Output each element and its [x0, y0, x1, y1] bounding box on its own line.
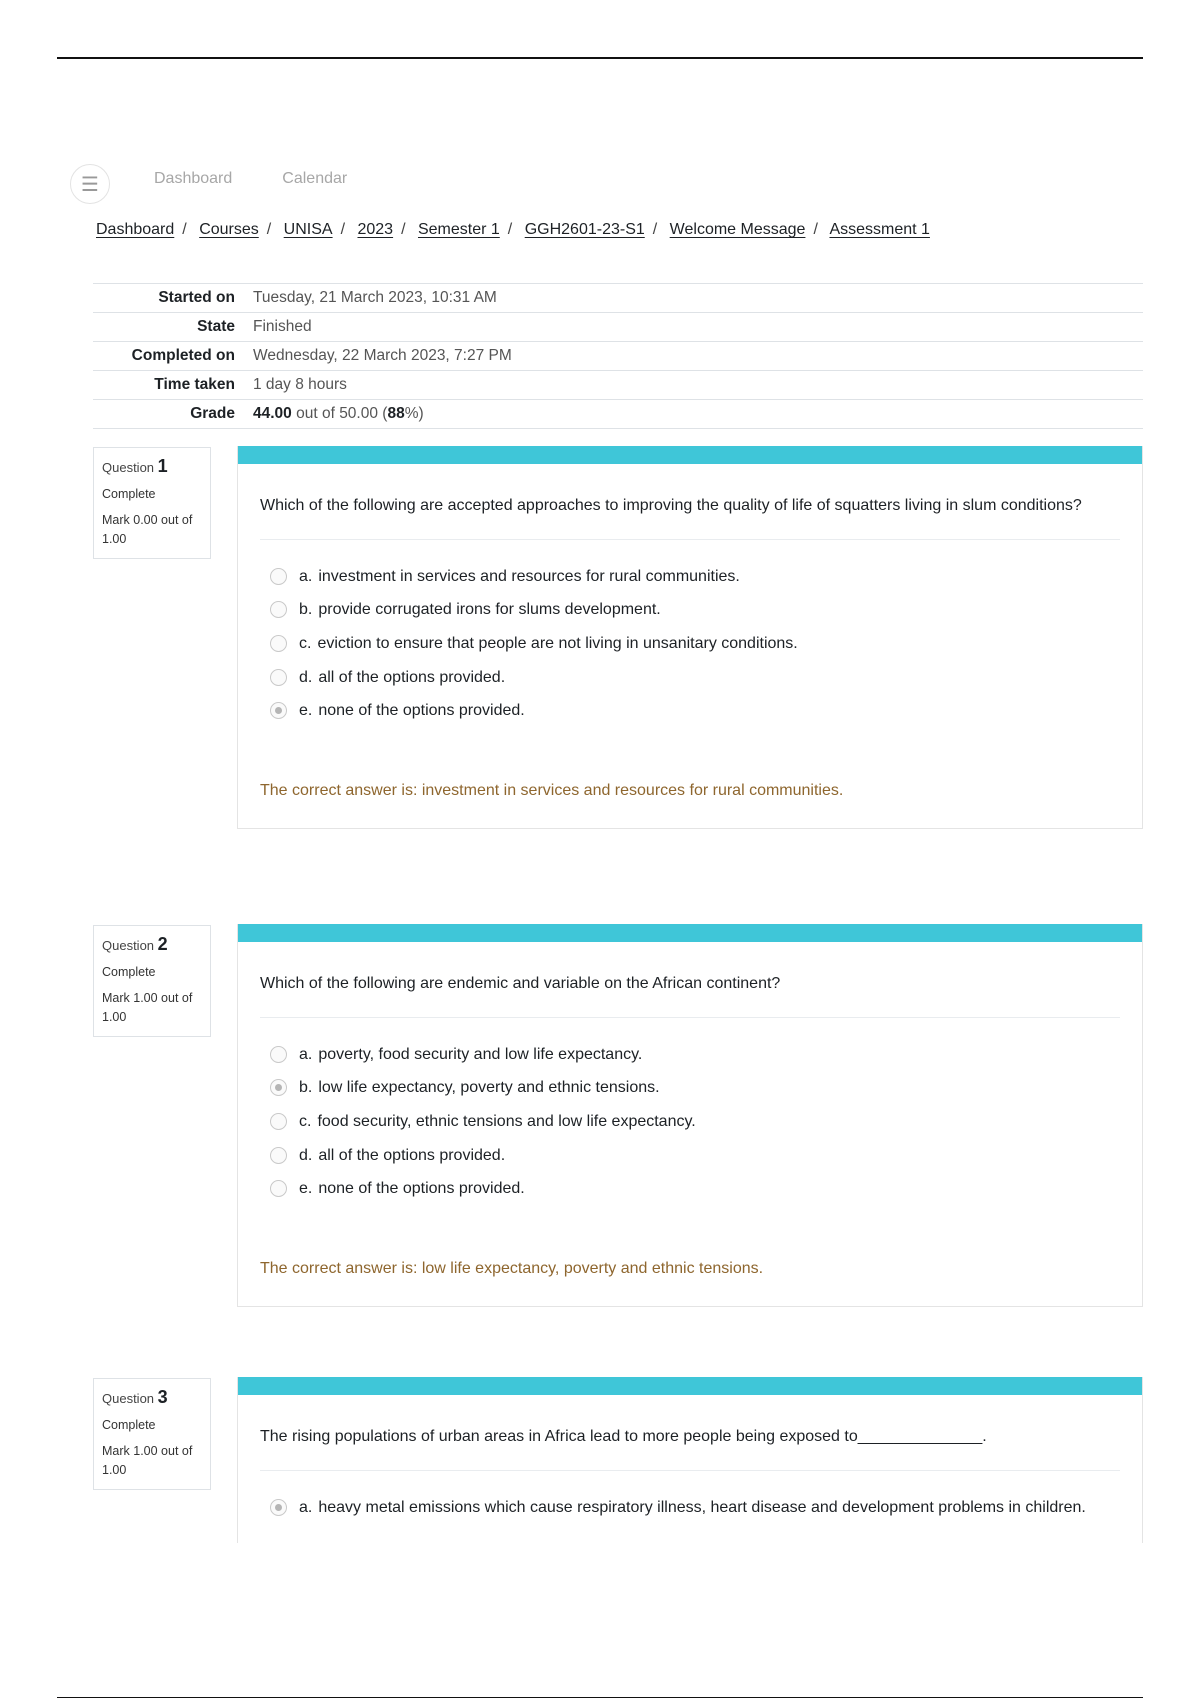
- radio-button[interactable]: [270, 669, 287, 686]
- question-number: 1: [157, 456, 168, 476]
- answer-option: [270, 1042, 1120, 1068]
- option-text: eviction to ensure that people are not living in unsanitary conditions.: [317, 634, 798, 652]
- answer-option: [270, 698, 1120, 724]
- summary-row-state: [93, 313, 1143, 342]
- answer-list: [238, 1042, 1142, 1202]
- question-content-3: [237, 1377, 1143, 1543]
- question-label: Question: [102, 1391, 155, 1406]
- top-navigation: [154, 170, 347, 188]
- radio-button[interactable]: [270, 702, 287, 719]
- question-content-1: [237, 446, 1143, 829]
- state-label: State: [197, 318, 235, 335]
- option-letter: b.: [299, 601, 313, 619]
- answer-option: [270, 1143, 1120, 1169]
- radio-button[interactable]: [270, 1113, 287, 1130]
- started-on-value: Tuesday, 21 March 2023, 10:31 AM: [253, 289, 497, 306]
- breadcrumb-course[interactable]: GGH2601-23-S1: [524, 221, 645, 238]
- option-text: food security, ethnic tensions and low life expectancy.: [317, 1112, 696, 1130]
- option-letter: d.: [299, 1146, 313, 1164]
- answer-option: [270, 1109, 1120, 1135]
- question-label: Question: [102, 460, 155, 475]
- nav-calendar-link[interactable]: Calendar: [282, 170, 348, 187]
- grade-end: %): [404, 405, 424, 422]
- answer-option: [270, 631, 1120, 657]
- started-on-label: Started on: [158, 289, 235, 306]
- option-letter: a.: [299, 1498, 313, 1516]
- breadcrumb-assessment[interactable]: Assessment 1: [829, 221, 930, 238]
- radio-button[interactable]: [270, 1147, 287, 1164]
- breadcrumb-welcome[interactable]: Welcome Message: [669, 221, 806, 238]
- option-text: investment in services and resources for rural communities.: [318, 567, 740, 585]
- summary-row-started: [93, 284, 1143, 313]
- option-text: all of the options provided.: [318, 668, 506, 686]
- radio-button[interactable]: [270, 635, 287, 652]
- option-letter: c.: [299, 634, 312, 652]
- correct-answer-feedback: The correct answer is: low life expectancy, poverty and ethnic tensions.: [260, 1259, 764, 1277]
- page-bottom-rule: [57, 1697, 1143, 1698]
- summary-row-time: [93, 371, 1143, 400]
- option-text: low life expectancy, poverty and ethnic tensions.: [318, 1079, 660, 1097]
- question-number: 3: [157, 1387, 168, 1407]
- answer-list: [238, 564, 1142, 724]
- time-taken-value: 1 day 8 hours: [253, 376, 347, 393]
- question-text: The rising populations of urban areas in Africa lead to more people being exposed to______________.: [260, 1428, 987, 1445]
- question-text: Which of the following are accepted approaches to improving the quality of life of squatters living in slum conditions?: [260, 497, 1082, 514]
- summary-row-grade: [93, 400, 1143, 429]
- radio-button[interactable]: [270, 1079, 287, 1096]
- option-text: all of the options provided.: [318, 1146, 506, 1164]
- question-header-bar: [238, 446, 1142, 464]
- question-header-bar: [238, 1377, 1142, 1395]
- question-state: Complete: [102, 965, 156, 979]
- option-letter: c.: [299, 1112, 312, 1130]
- breadcrumb-dashboard[interactable]: Dashboard: [96, 221, 175, 238]
- breadcrumb-semester[interactable]: Semester 1: [417, 221, 500, 238]
- answer-option: [270, 597, 1120, 623]
- option-letter: e.: [299, 702, 313, 720]
- question-divider: [260, 539, 1120, 540]
- correct-answer-feedback: The correct answer is: investment in services and resources for rural communities.: [260, 781, 844, 799]
- question-content-2: [237, 924, 1143, 1307]
- completed-on-value: Wednesday, 22 March 2023, 7:27 PM: [253, 347, 512, 364]
- question-mark: Mark 0.00 out of 1.00: [102, 513, 193, 547]
- time-taken-label: Time taken: [154, 376, 235, 393]
- question-info-1: [93, 447, 211, 559]
- menu-toggle-button[interactable]: [70, 164, 110, 204]
- question-info-3: [93, 1378, 211, 1490]
- option-text: provide corrugated irons for slums development.: [318, 601, 661, 619]
- radio-button[interactable]: [270, 601, 287, 618]
- question-state: Complete: [102, 1418, 156, 1432]
- question-header-bar: [238, 924, 1142, 942]
- state-value: Finished: [253, 318, 312, 335]
- grade-out-of: out of 50.00 (: [291, 405, 388, 422]
- option-text: none of the options provided.: [318, 702, 525, 720]
- breadcrumb: Dashboard / Courses / UNISA / 2023 / Semester 1 / GGH2601-23-S1 / Welcome Message / Assessment 1: [96, 221, 930, 238]
- option-text: heavy metal emissions which cause respiratory illness, heart disease and development problems in children.: [318, 1498, 1086, 1516]
- question-divider: [260, 1470, 1120, 1471]
- answer-list: [238, 1495, 1142, 1521]
- attempt-summary-table: [93, 283, 1143, 429]
- grade-percent: 88: [387, 405, 405, 422]
- summary-row-completed: [93, 342, 1143, 371]
- completed-on-label: Completed on: [131, 347, 235, 364]
- option-text: poverty, food security and low life expectancy.: [318, 1045, 643, 1063]
- option-letter: d.: [299, 668, 313, 686]
- page-top-rule: [57, 57, 1143, 59]
- question-label: Question: [102, 938, 155, 953]
- option-text: none of the options provided.: [318, 1180, 525, 1198]
- breadcrumb-year[interactable]: 2023: [357, 221, 394, 238]
- question-info-2: [93, 925, 211, 1037]
- radio-button[interactable]: [270, 568, 287, 585]
- grade-score: 44.00: [253, 405, 292, 422]
- option-letter: a.: [299, 1045, 313, 1063]
- grade-label: Grade: [190, 405, 235, 422]
- question-number: 2: [157, 934, 168, 954]
- answer-option: [270, 665, 1120, 691]
- question-state: Complete: [102, 487, 156, 501]
- breadcrumb-unisa[interactable]: UNISA: [283, 221, 333, 238]
- radio-button[interactable]: [270, 1180, 287, 1197]
- nav-dashboard-link[interactable]: Dashboard: [154, 170, 233, 187]
- radio-button[interactable]: [270, 1046, 287, 1063]
- hamburger-icon: ☰: [81, 173, 99, 196]
- answer-option: [270, 564, 1120, 590]
- option-letter: e.: [299, 1180, 313, 1198]
- answer-option: [270, 1495, 1120, 1521]
- question-divider: [260, 1017, 1120, 1018]
- answer-option: [270, 1176, 1120, 1202]
- question-mark: Mark 1.00 out of 1.00: [102, 1444, 193, 1478]
- breadcrumb-courses[interactable]: Courses: [199, 221, 259, 238]
- grade-value: [253, 400, 1143, 429]
- option-letter: a.: [299, 567, 313, 585]
- question-mark: Mark 1.00 out of 1.00: [102, 991, 193, 1025]
- question-text: Which of the following are endemic and variable on the African continent?: [260, 975, 781, 992]
- radio-button[interactable]: [270, 1499, 287, 1516]
- option-letter: b.: [299, 1079, 313, 1097]
- answer-option: [270, 1075, 1120, 1101]
